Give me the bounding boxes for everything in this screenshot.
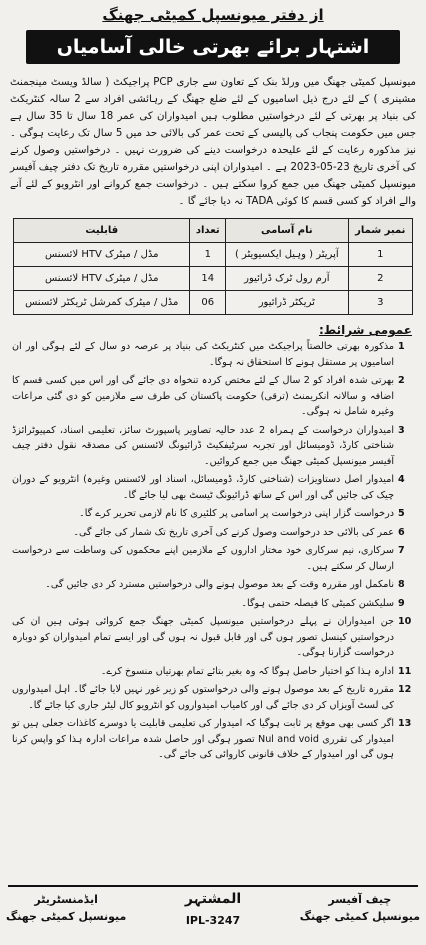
condition-text: نامکمل اور مقررہ وقت کے بعد موصول ہونے والی درخواستیں مسترد کر دی جائیں گی۔ (45, 579, 394, 590)
list-item (12, 506, 414, 522)
row-post-name: ٹریکٹر ڈرائیور (226, 291, 349, 315)
list-item (12, 423, 414, 470)
table-row (14, 267, 413, 291)
footer-divider (8, 885, 418, 887)
ad-banner: اشتہار برائے بھرتی خالی آسامیاں (26, 30, 400, 64)
condition-number: 1 (398, 341, 405, 352)
condition-text: امیدوار اصل دستاویزات (شناختی کارڈ، ڈومیسائل، اسناد اور لائسنس وغیرہ) انٹرویو کے دوران چیک کی جائیں گی اور اس کے ساتھ ڈرائیونگ ٹیسٹ بھی لیا جائے گا۔ (12, 474, 394, 501)
condition-number: 9 (398, 597, 405, 609)
row-count: 06 (190, 291, 226, 315)
condition-text: اگر کسی بھی موقع پر ثابت ہوگیا کہ امیدوار کی تعلیمی قابلیت یا دوسرے کاغذات جعلی ہیں تو امیدوار کی تقرری Nul and void تصور ہوگی اور حاصل شدہ مراعات ادارہ ہذا کو واپس کرنا ہوں گی اور امیدوار کے خلاف قانونی کاروائی کی جائے گی۔ (12, 718, 394, 760)
list-item (12, 543, 414, 574)
row-post-name: آپریٹر ( وہیل ایکسیویٹر ) (226, 243, 349, 267)
condition-text: سلیکشن کمیٹی کا فیصلہ حتمی ہوگا۔ (241, 597, 394, 609)
condition-text: بھرتی شدہ افراد کو 2 سال کے لئے مختص کردہ تنخواہ دی جائے گی اور اس میں کسی قسم کا اضافہ و سالانہ انکریمنٹ (ترقی) حکومت پاکستان کی طرف سے ملازمین کو دی گئی مراعات وغیرہ شامل نہ ہوگی۔ (12, 375, 394, 417)
advertiser-block (185, 891, 241, 929)
administrator-title: ایڈمنسٹریٹر (34, 893, 98, 906)
list-item (12, 716, 414, 763)
table-row (14, 291, 413, 315)
condition-text: ادارہ ہذا کو اختیار حاصل ہوگا کہ وہ بغیر بتائے تمام بھرتیاں منسوخ کرے۔ (100, 665, 394, 677)
condition-text: عمر کی بالائی حد درخواست وصول کرنے کی آخری تاریخ تک شمار کی جائے گی۔ (73, 526, 394, 538)
header-qualification: قابلیت (14, 219, 190, 243)
condition-number: 7 (398, 545, 405, 556)
condition-number: 6 (398, 526, 405, 538)
administrator-block (6, 891, 126, 925)
header-count: تعداد (190, 219, 226, 243)
list-item (12, 373, 414, 420)
condition-number: 13 (398, 718, 412, 729)
intro-paragraph: میونسپل کمیٹی جھنگ میں ورلڈ بنک کے تعاون سے جاری PCP پراجیکٹ ( سالڈ ویسٹ مینجمنٹ مشینری ) کے لئے درج ذیل اسامیوں کے لئے ضلع جھنگ کے رہائشی افراد سے 2 سالہ کنٹریکٹ کی بنیاد پر بھرتی کے لئے درخواستیں مطلوب ہیں امیدواران کی عمر 18 سال تا 35 سال ہے جس میں حکومت پنجاب کی پالیسی کے تحت عمر کی بالائی حد میں 5 سال تک رعایت ہوگی ۔ نیز مذکورہ رعایت کے لئے علیحدہ درخواست دینے کی ضرورت نہیں ۔ درخواستیں وصول کرنے کی آخری تاریخ 23-05-2023 ہے ۔ امیدواران اپنی درخواستیں مقررہ تاریخ تک دفتر چیف آفیسر میونسپل کمیٹی جھنگ میں جمع کروا سکتے ہیں ۔ درخواست جمع کروانے اور انٹرویو کے لئے آنے والے افراد کو کسی قسم کا کوئی TADA نہ دیا جائے گا ۔ (10, 77, 417, 207)
condition-text: امیدواران درخواست کے ہمراہ 2 عدد حالیہ تصاویر پاسپورٹ سائز، تعلیمی اسناد، کمپیوٹرائزڈ شناختی کارڈ، ڈومیسائل اور تجربہ سرٹیفکیٹ ڈرائیونگ لائسنس کی مصدقہ نقول دفتر چیف آفیسر میونسپل کمیٹی جھنگ میں جمع کروائیں۔ (12, 424, 394, 467)
chief-officer-block (300, 891, 420, 925)
advertiser-title: المشتہر (184, 891, 242, 907)
row-serial: 2 (348, 267, 412, 291)
list-item (12, 472, 414, 503)
chief-officer-title: چیف آفیسر (328, 893, 392, 906)
condition-text: سرکاری، نیم سرکاری خود مختار اداروں کے ملازمین اپنے محکموں کی وساطت سے درخواست ارسال کر سکتے ہیں۔ (12, 545, 394, 572)
row-qualification: مڈل / میٹرک HTV لائسنس (14, 267, 190, 291)
list-item (12, 339, 414, 370)
conditions-list (6, 339, 420, 763)
row-serial: 1 (348, 243, 412, 267)
condition-number: 4 (398, 474, 405, 485)
condition-number: 8 (398, 579, 405, 590)
list-item (12, 682, 414, 713)
administrator-office: میونسپل کمیٹی جھنگ (6, 910, 127, 923)
conditions-title: عمومی شرائط: (318, 323, 412, 337)
header-post-name: نام آسامی (226, 219, 349, 243)
office-title: از دفتر میونسپل کمیٹی جھنگ (102, 6, 324, 24)
table-row (14, 243, 413, 267)
chief-officer-office: میونسپل کمیٹی جھنگ (299, 910, 420, 923)
posts-table (13, 218, 413, 315)
list-item (12, 577, 414, 593)
table-header-row (14, 219, 413, 243)
row-count: 14 (190, 267, 226, 291)
condition-text: درخواست گزار اپنی درخواست پر اسامی پر کلئیری کا نام لازمی تحریر کرے گا۔ (79, 508, 394, 519)
row-count: 1 (190, 243, 226, 267)
condition-number: 11 (398, 665, 412, 677)
row-qualification: مڈل / میٹرک کمرشل ٹریکٹر لائسنس (14, 291, 190, 315)
condition-text: جن امیدواران نے پہلے درخواستیں میونسپل کمیٹی جھنگ جمع کروائی ہوئی ہیں ان کی درخواستیں کینسل تصور ہوں گی اور قابل قبول نہ ہوں گی اور ایسے تمام امیدواران کو دوبارہ درخواست گزارنا ہوگی۔ (12, 616, 394, 658)
list-item (12, 596, 414, 612)
header-serial: نمبر شمار (348, 219, 412, 243)
condition-number: 12 (398, 684, 412, 695)
condition-number: 3 (398, 424, 405, 436)
condition-number: 5 (398, 508, 405, 519)
condition-number: 10 (398, 616, 412, 627)
row-post-name: آرم رول ٹرک ڈرائیور (226, 267, 349, 291)
row-serial: 3 (348, 291, 412, 315)
condition-text: مقررہ تاریخ کے بعد موصول ہونے والی درخواستوں کو زیر غور نہیں لایا جائے گا۔ اہل امیدواروں کی لسٹ آویزاں کر دی جائے گی اور کامیاب امیدواروں کو انٹرویو کال لیٹر جاری کیا جائے گا۔ (12, 684, 394, 711)
signature-footer (6, 891, 420, 939)
condition-text: مذکورہ بھرتی خالصتاً پراجیکٹ میں کنٹریکٹ کی بنیاد پر عرصہ دو سال کے لئے ہوگی اور ان اسامیوں پر مستقل ہونے کا استحقاق نہ ہوگا۔ (12, 341, 394, 368)
list-item (12, 614, 414, 661)
list-item (12, 664, 414, 680)
row-qualification: مڈل / میٹرک HTV لائسنس (14, 243, 190, 267)
list-item (12, 525, 414, 541)
condition-number: 2 (398, 375, 405, 386)
ipl-code: IPL-3247 (185, 914, 241, 927)
